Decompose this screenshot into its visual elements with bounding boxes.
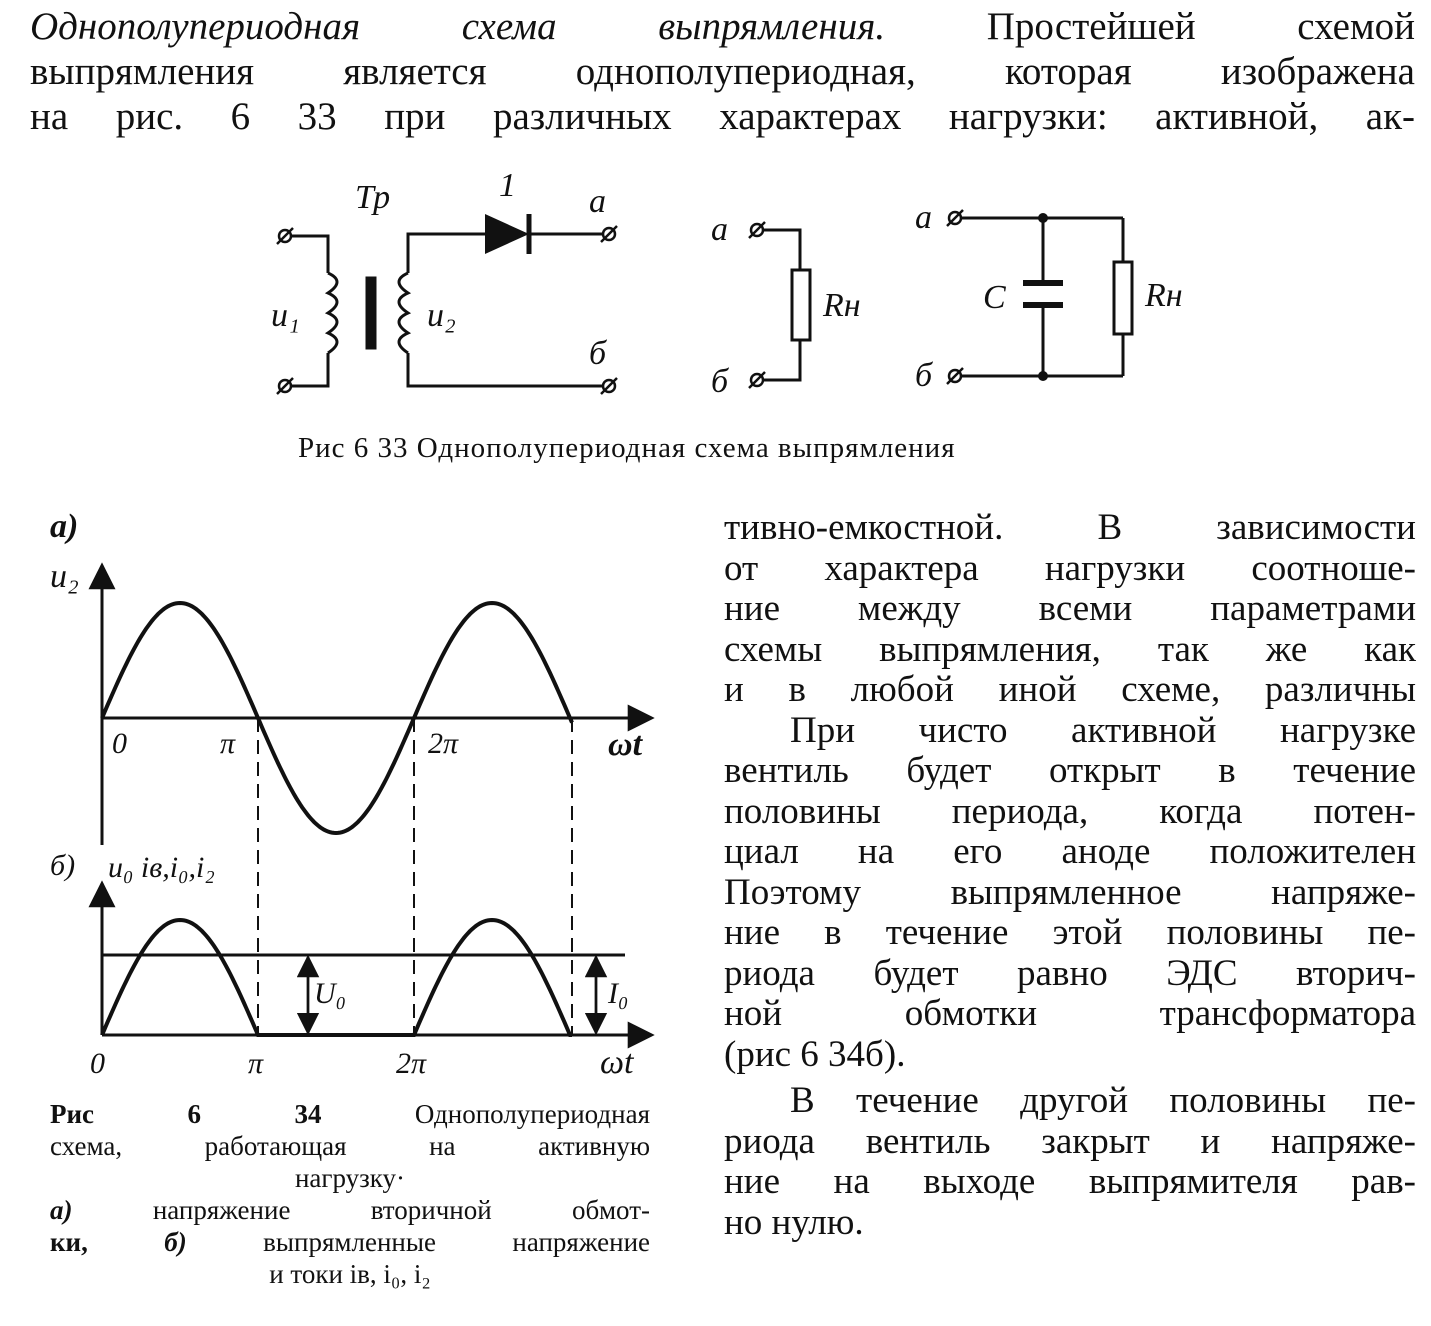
primary-coil — [328, 273, 337, 353]
label-U0: U₀ — [314, 977, 347, 1010]
label-capacitor: С — [983, 279, 1006, 316]
text-line: Поэтому выпрямленное напряже- — [724, 871, 1416, 913]
label-out-b: б — [589, 335, 607, 372]
text-line: В течение другой половины пе- — [790, 1080, 1416, 1121]
intro-line-1 — [30, 4, 1415, 49]
run-in-heading: Однополупериодная схема выпрямления. — [30, 5, 886, 48]
caption-item-b: б) — [164, 1227, 187, 1257]
axis-u2-label: u₂ — [50, 558, 79, 595]
label-rc-rn: Rн — [1145, 277, 1183, 314]
label-r-a: а — [711, 211, 728, 248]
figure-6-34-waveforms — [40, 505, 670, 1095]
caption-line-4 — [50, 1194, 650, 1226]
rc-resistor — [1114, 262, 1132, 334]
tick-b-pi: π — [248, 1047, 264, 1080]
load-r-bottom-wire — [760, 340, 800, 380]
secondary-coil — [399, 273, 408, 353]
load-r-top-wire — [760, 230, 800, 270]
text-line: (рис 6 34б). — [724, 1033, 906, 1075]
text-line: ние между всеми параметрами — [724, 588, 1416, 629]
intro-line-2: выпрямления является однополупериодная, которая изображена — [30, 50, 1415, 93]
text-line: ние на выходе выпрямителя рав- — [724, 1161, 1416, 1202]
text-line: и в любой иной схеме, различны — [724, 669, 1416, 710]
text-line: схемы выпрямления, так же как — [724, 628, 1416, 670]
junction-bottom — [1038, 371, 1048, 381]
text-line: риода будет равно ЭДС вторич- — [724, 952, 1416, 994]
right-column-text — [724, 508, 1416, 1243]
intro-paragraph — [30, 4, 1415, 139]
text-line: ной обмотки трансформатора — [724, 993, 1416, 1034]
caption-item-b-text: выпрямленные напряжение — [263, 1227, 650, 1257]
label-I0: I₀ — [608, 977, 629, 1010]
label-u2: u₂ — [427, 297, 456, 334]
text-line: половины периода, когда потен- — [724, 790, 1416, 832]
caption-title: Однополупериодная — [414, 1099, 650, 1129]
text-line: риода вентиль закрыт и напряже- — [724, 1120, 1416, 1162]
caption-line-6: и токи iв, i₀, i₂ — [269, 1259, 431, 1289]
label-transformer: Тр — [355, 179, 391, 216]
text-line: циал на его аноде положителен — [724, 831, 1416, 872]
label-out-a: а — [589, 183, 606, 220]
primary-lead-top — [290, 236, 328, 273]
text-line: вентиль будет открыт в течение — [724, 750, 1416, 791]
tick-b-2pi: 2π — [396, 1047, 427, 1080]
figure-6-33-caption: Рис 6 33 Однополупериодная схема выпрямления — [298, 432, 956, 464]
axis-group-label: u₀ iв,i₀,i₂ — [108, 851, 215, 884]
figure-6-34-caption — [50, 1098, 650, 1290]
intro-line-1-rest: Простейшей схемой — [986, 5, 1415, 48]
diode-triangle — [485, 214, 529, 254]
label-r-b: б — [711, 363, 729, 400]
caption-line-2: схема, работающая на активную — [50, 1131, 650, 1161]
caption-item-a-text: напряжение вторичной обмот- — [152, 1195, 650, 1225]
intro-line-3: на рис. 6 33 при различных характерах нагрузки: активной, ак- — [30, 95, 1415, 138]
caption-fig-number: Рис 6 34 — [50, 1099, 322, 1129]
tick-b-0: 0 — [90, 1047, 105, 1080]
label-rc-b: б — [915, 357, 933, 394]
caption-ki: ки, — [50, 1227, 88, 1257]
load-resistor — [792, 270, 810, 340]
tick-a-2pi: 2π — [428, 727, 459, 760]
caption-line-3: нагрузку· — [294, 1163, 406, 1193]
caption-line-1 — [50, 1098, 650, 1130]
text-line: тивно-емкостной. В зависимости — [724, 507, 1416, 548]
secondary-lead-top — [408, 234, 485, 273]
text-line: ние в течение этой половины пе- — [724, 912, 1416, 953]
text-line: но нулю. — [724, 1201, 864, 1243]
caption-item-a: а) — [50, 1195, 73, 1225]
text-line: При чисто активной нагрузке — [790, 709, 1416, 751]
axis-a-wt: ωt — [608, 726, 643, 763]
panel-a-label: а) — [50, 508, 79, 545]
text-line: от характера нагрузки соотноше- — [724, 547, 1416, 589]
panel-b-label: б) — [50, 849, 76, 882]
axis-b-wt: ωt — [600, 1044, 634, 1081]
label-diode-number: 1 — [499, 168, 516, 204]
junction-top — [1038, 213, 1048, 223]
figure-6-33-circuit — [255, 168, 1215, 418]
tick-a-0: 0 — [112, 727, 127, 760]
label-rn: Rн — [823, 287, 861, 324]
primary-lead-bottom — [290, 353, 328, 386]
label-rc-a: а — [915, 199, 932, 236]
transformer-core — [367, 278, 375, 348]
tick-a-pi: π — [220, 727, 236, 760]
secondary-lead-bottom — [408, 353, 605, 386]
caption-line-5 — [50, 1226, 650, 1258]
label-u1: u₁ — [271, 297, 300, 334]
